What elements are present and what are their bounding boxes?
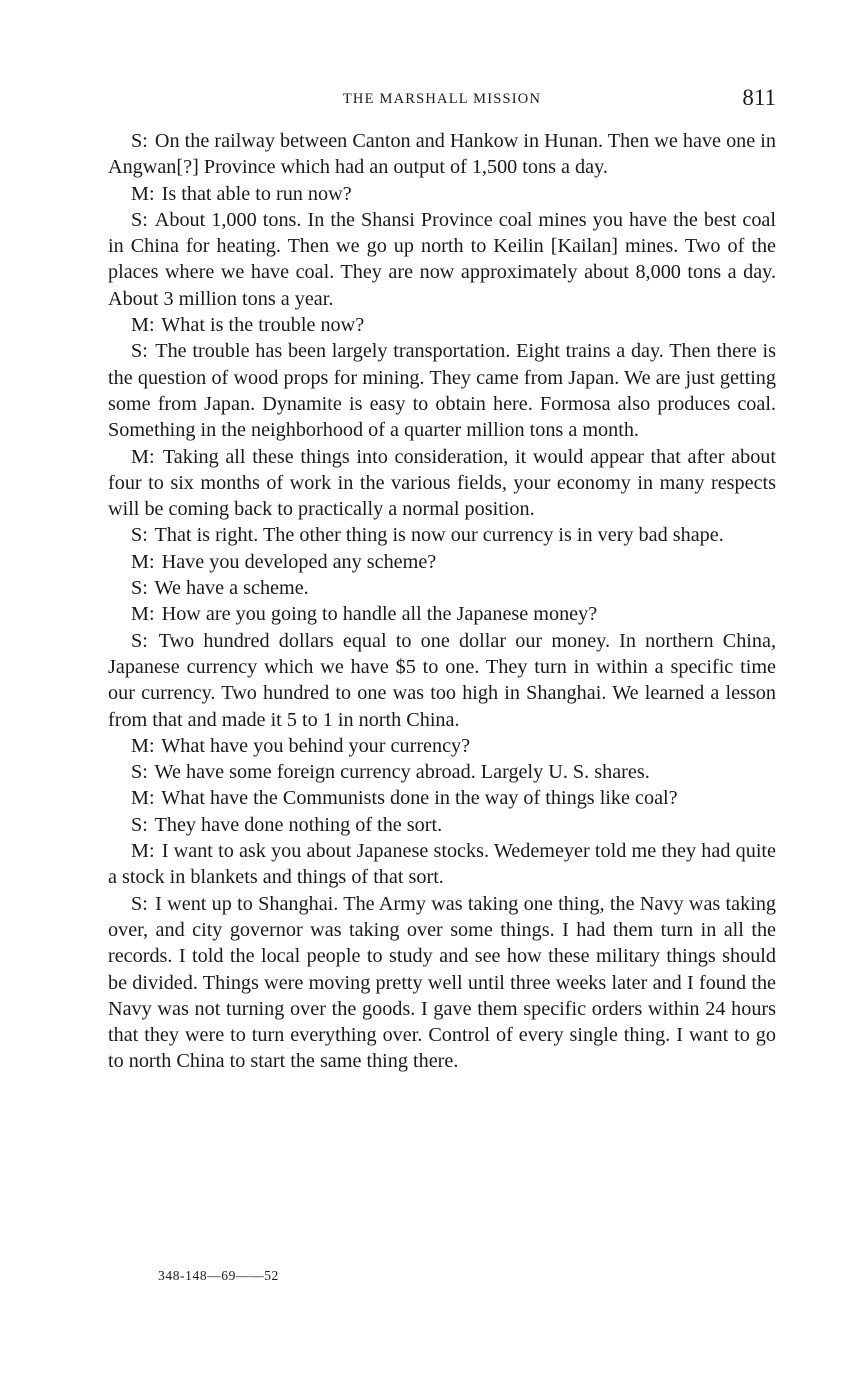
dialogue-paragraph [108,812,776,838]
speaker-label: S: [131,130,148,152]
speaker-label: M: [131,603,155,626]
speaker-label: M: [131,787,155,810]
paragraph-text: What is the trouble now? [161,314,365,337]
print-code: 348-148—69——52 [158,1268,279,1283]
speaker-label: S: [131,524,148,547]
speaker-label: S: [131,813,148,836]
paragraph-text: About 1,000 tons. In the Shansi Province coal mines you have the best coal in China for heating. Then we go up north to Keilin [Kailan] mines. Two of the places where we have coal. They are now approximately about 8,000 tons a day. About 3 million tons a year. [108,208,776,310]
paragraph-text: We have some foreign currency abroad. Largely U. S. shares. [154,761,650,784]
dialogue-paragraph [108,181,776,207]
paragraph-text: I went up to Shanghai. The Army was taking one thing, the Navy was taking over, and city governor was taking over some things. I had them turn in all the records. I told the local people to study and see how these military things should be divided. Things were moving pretty well until three weeks later and I found the Navy was not turning over the goods. I gave them specific orders within 24 hours that they were to turn everything over. Control of every single thing. I want to go to north China to start the same thing there. [108,892,777,1073]
speaker-label: M: [131,445,155,468]
paragraph-text: I want to ask you about Japanese stocks. Wedemeyer told me they had quite a stock in blankets and things of that sort. [108,840,776,889]
dialogue-paragraph [108,628,776,733]
paragraph-text: How are you going to handle all the Japanese money? [161,603,598,626]
dialogue-paragraph [108,444,776,523]
speaker-label: S: [131,208,148,231]
speaker-label: S: [131,577,148,600]
dialogue-paragraph [108,312,776,338]
paragraph-text: Taking all these things into consideration, it would appear that after about four to six months of work in the various fields, your economy in many respects will be coming back to practically a normal position. [108,445,777,521]
running-header [108,86,776,116]
speaker-label: M: [131,840,155,863]
paragraph-text: They have done nothing of the sort. [154,813,443,836]
paragraph-text: The trouble has been largely transportation. Eight trains a day. Then there is the question of wood props for mining. They came from Japan. We are just getting some from Japan. Dynamite is easy to obtain here. Formosa also produces coal. Something in the neighborhood of a quarter million tons a month. [108,340,776,442]
paragraph-text: That is right. The other thing is now our currency is in very bad shape. [154,524,724,547]
speaker-label: M: [131,314,155,337]
dialogue-paragraph [108,207,776,312]
dialogue-paragraph [108,601,776,627]
running-title: THE MARSHALL MISSION [342,91,542,107]
paragraph-text: Two hundred dollars equal to one dollar our money. In northern China, Japanese currency which we have $5 to one. They turn in within a specific time our currency. Two hundred to one was too high in Shanghai. We learned a lesson from that and made it 5 to 1 in north China. [108,629,776,731]
dialogue-paragraph [108,522,776,548]
dialogue-paragraph [108,128,776,181]
dialogue-paragraph [108,785,776,811]
speaker-label: S: [131,340,148,363]
dialogue-paragraph [108,733,776,759]
paragraph-text: We have a scheme. [154,577,309,600]
paragraph-text: What have you behind your currency? [161,734,471,757]
speaker-label: S: [131,629,148,652]
dialogue-paragraph [108,759,776,785]
speaker-label: M: [131,550,155,573]
dialogue-paragraph [108,338,776,443]
dialogue-paragraph [108,549,776,575]
paragraph-text: Is that able to run now? [161,182,352,205]
speaker-label: M: [131,734,155,757]
speaker-label: M: [131,182,155,205]
paragraph-text: Have you developed any scheme? [161,550,437,573]
paragraph-text: What have the Communists done in the way of things like coal? [161,787,678,810]
paragraph-text: On the railway between Canton and Hankow in Hunan. Then we have one in Angwan[?] Province which had an output of 1,500 tons a day. [108,130,777,179]
dialogue-paragraph [108,838,776,891]
dialogue-paragraph [108,891,776,1075]
speaker-label: S: [131,892,148,915]
transcript-body [108,128,776,1075]
dialogue-paragraph [108,575,776,601]
speaker-label: S: [131,761,148,784]
page-number: 811 [742,85,776,110]
